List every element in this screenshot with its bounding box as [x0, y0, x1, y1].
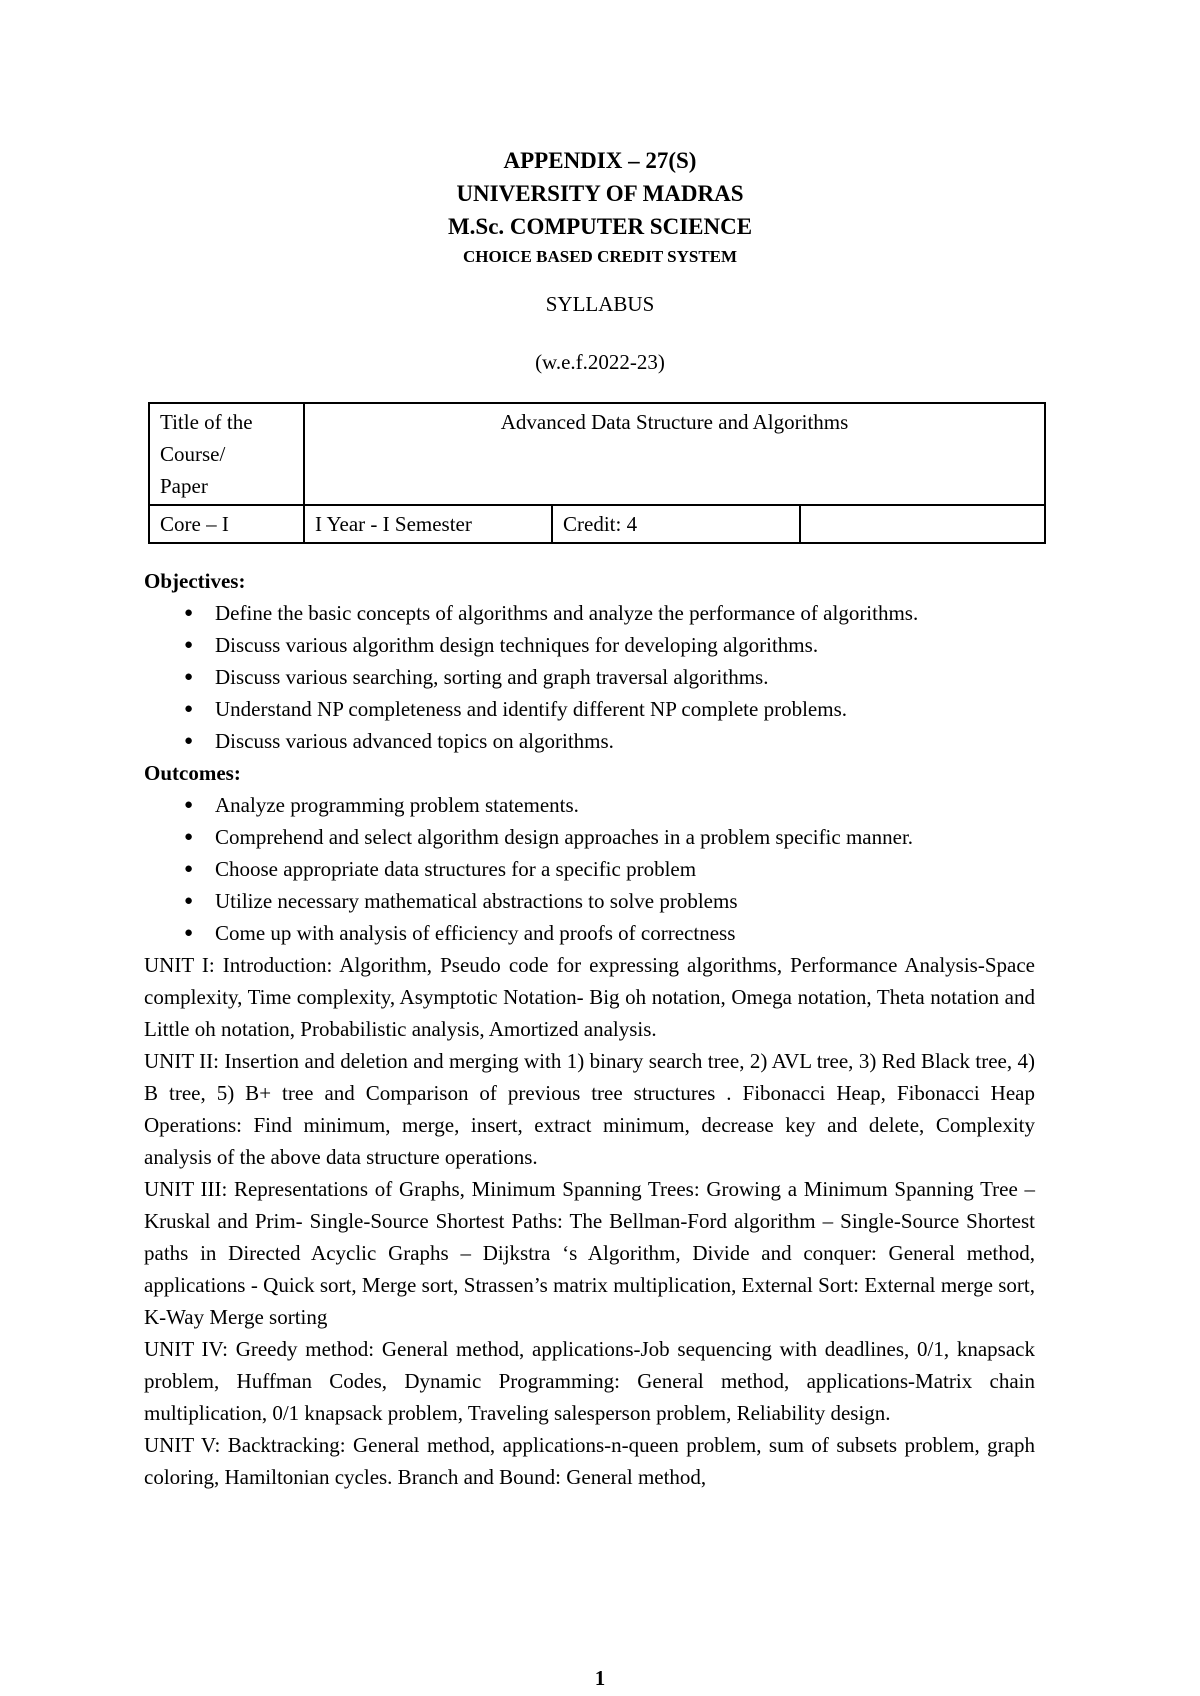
unit-4-paragraph: UNIT IV: Greedy method: General method, applications-Job sequencing with deadlines, 0/1, knapsack problem, Huffman Codes, Dynamic Programming: General method, applications-Matrix chain multiplication, 0/1 knapsack problem, Traveling salesperson problem, Reliability design. — [144, 1337, 1035, 1425]
list-item: ● Come up with analysis of efficiency and proofs of correctness — [184, 917, 1035, 949]
list-item: ● Discuss various advanced topics on algorithms. — [184, 725, 1035, 757]
objectives-heading: Objectives: — [144, 569, 246, 593]
course-heading: M.Sc. COMPUTER SCIENCE — [447, 214, 753, 239]
list-item: ● Discuss various searching, sorting and graph traversal algorithms. — [184, 661, 1035, 693]
list-item: ● Discuss various algorithm design techniques for developing algorithms. — [184, 629, 1035, 661]
appendix-heading: APPENDIX – 27(S) — [503, 148, 697, 173]
effective-year: (w.e.f.2022-23) — [535, 350, 665, 374]
syllabus-heading: SYLLABUS — [545, 292, 655, 316]
course-title-label-line1: Title of the — [160, 410, 253, 434]
course-title-row — [149, 403, 1045, 505]
year-semester-cell: I Year - I Semester — [304, 505, 552, 543]
unit-3-paragraph: UNIT III: Representations of Graphs, Minimum Spanning Trees: Growing a Minimum Spanning Tree – Kruskal and Prim- Single-Source Shortest Paths: The Bellman-Ford algorithm – Single-Source Shortest paths in Directed Acyclic Graphs – Dijkstra ‘s Algorithm, Divide and conquer: General method, applications - Quick sort, Merge sort, Strassen’s matrix multiplication, External Sort: External merge sort, K-Way Merge sorting — [144, 1177, 1035, 1329]
list-item: ● Comprehend and select algorithm design approaches in a problem specific manner. — [184, 821, 1035, 853]
empty-cell — [800, 505, 1045, 543]
core-cell: Core – I — [149, 505, 304, 543]
credit-system-heading: CHOICE BASED CREDIT SYSTEM — [462, 247, 738, 266]
list-item: ● Understand NP completeness and identify different NP complete problems. — [184, 693, 1035, 725]
unit-5-paragraph: UNIT V: Backtracking: General method, applications-n-queen problem, sum of subsets problem, graph coloring, Hamiltonian cycles. Branch and Bound: General method, — [144, 1433, 1035, 1489]
syllabus-body — [144, 565, 1035, 1493]
course-info-table — [148, 402, 1046, 544]
unit-1-paragraph: UNIT I: Introduction: Algorithm, Pseudo code for expressing algorithms, Performance Analysis-Space complexity, Time complexity, Asymptotic Notation- Big oh notation, Omega notation, Theta notation and Little oh notation, Probabilistic analysis, Amortized analysis. — [144, 953, 1035, 1041]
course-title-value: Advanced Data Structure and Algorithms — [304, 403, 1045, 505]
unit-2-paragraph: UNIT II: Insertion and deletion and merging with 1) binary search tree, 2) AVL tree, 3) Red Black tree, 4) B tree, 5) B+ tree and Comparison of previous tree structures . Fibonacci Heap, Fibonacci Heap Operations: Find minimum, merge, insert, extract minimum, decrease key and delete, Complexity analysis of the above data structure operations. — [144, 1049, 1035, 1169]
list-item: ● Choose appropriate data structures for a specific problem — [184, 853, 1035, 885]
list-item: ● Analyze programming problem statements. — [184, 789, 1035, 821]
objectives-list — [144, 597, 1035, 757]
outcomes-heading: Outcomes: — [144, 761, 241, 785]
course-title-label-line2: Course/ — [160, 442, 226, 466]
page-number: 1 — [594, 1666, 606, 1690]
credit-cell: Credit: 4 — [552, 505, 800, 543]
list-item: ● Utilize necessary mathematical abstractions to solve problems — [184, 885, 1035, 917]
outcomes-list — [144, 789, 1035, 949]
course-title-label — [149, 403, 304, 505]
course-meta-row — [149, 505, 1045, 543]
course-title-label-line3: Paper — [160, 474, 208, 498]
list-item: ● Define the basic concepts of algorithms and analyze the performance of algorithms. — [184, 597, 1035, 629]
university-heading: UNIVERSITY OF MADRAS — [456, 181, 744, 206]
